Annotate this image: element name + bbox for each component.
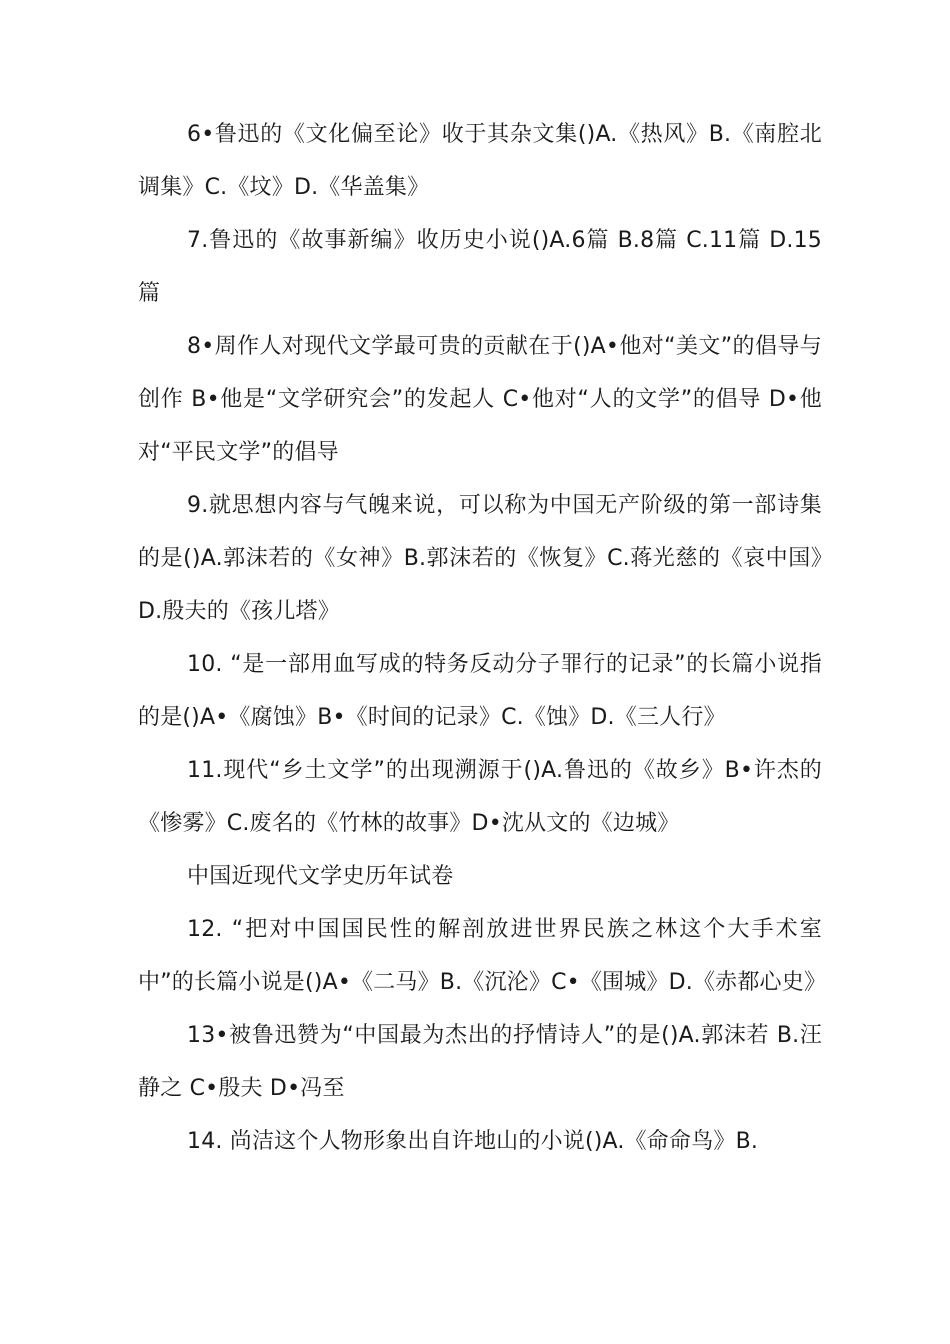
question-6: 6•鲁迅的《文化偏至论》收于其杂文集()A.《热风》B.《南腔北调集》C.《坟》D.《华盖集》 (138, 122, 822, 200)
question-10: 10. “是一部用血写成的特务反动分子罪行的记录”的长篇小说指的是()A•《腐蚀》B•《时间的记录》C.《蚀》D.《三人行》 (138, 652, 822, 730)
question-8: 8•周作人对现代文学最可贵的贡献在于()A•他对“美文”的倡导与创作 B•他是“文学研究会”的发起人 C•他对“人的文学”的倡导 D•他对“平民文学”的倡导 (138, 334, 822, 465)
question-7: 7.鲁迅的《故事新编》收历史小说()A.6篇 B.8篇 C.11篇 D.15篇 (138, 228, 822, 306)
document-page (138, 108, 827, 1168)
question-11: 11.现代“乡土文学”的出现溯源于()A.鲁迅的《故乡》B•许杰的《惨雾》C.废名的《竹林的故事》D•沈从文的《边城》 (138, 758, 822, 836)
question-9: 9.就思想内容与气魄来说，可以称为中国无产阶级的第一部诗集的是()A.郭沫若的《女神》B.郭沫若的《恢复》C.蒋光慈的《哀中国》D.殷夫的《孩儿塔》 (138, 493, 822, 624)
question-12: 12. “把对中国国民性的解剖放进世界民族之林这个大手术室中”的长篇小说是()A•《二马》B.《沉沦》C•《围城》D.《赤都心史》 (138, 917, 827, 995)
question-14: 14. 尚洁这个人物形象出自许地山的小说()A.《命命鸟》B. (187, 1129, 759, 1154)
section-heading: 中国近现代文学史历年试卷 (187, 864, 454, 889)
question-13: 13•被鲁迅赞为“中国最为杰出的抒情诗人”的是()A.郭沫若 B.汪静之 C•殷夫 D•冯至 (138, 1023, 822, 1101)
